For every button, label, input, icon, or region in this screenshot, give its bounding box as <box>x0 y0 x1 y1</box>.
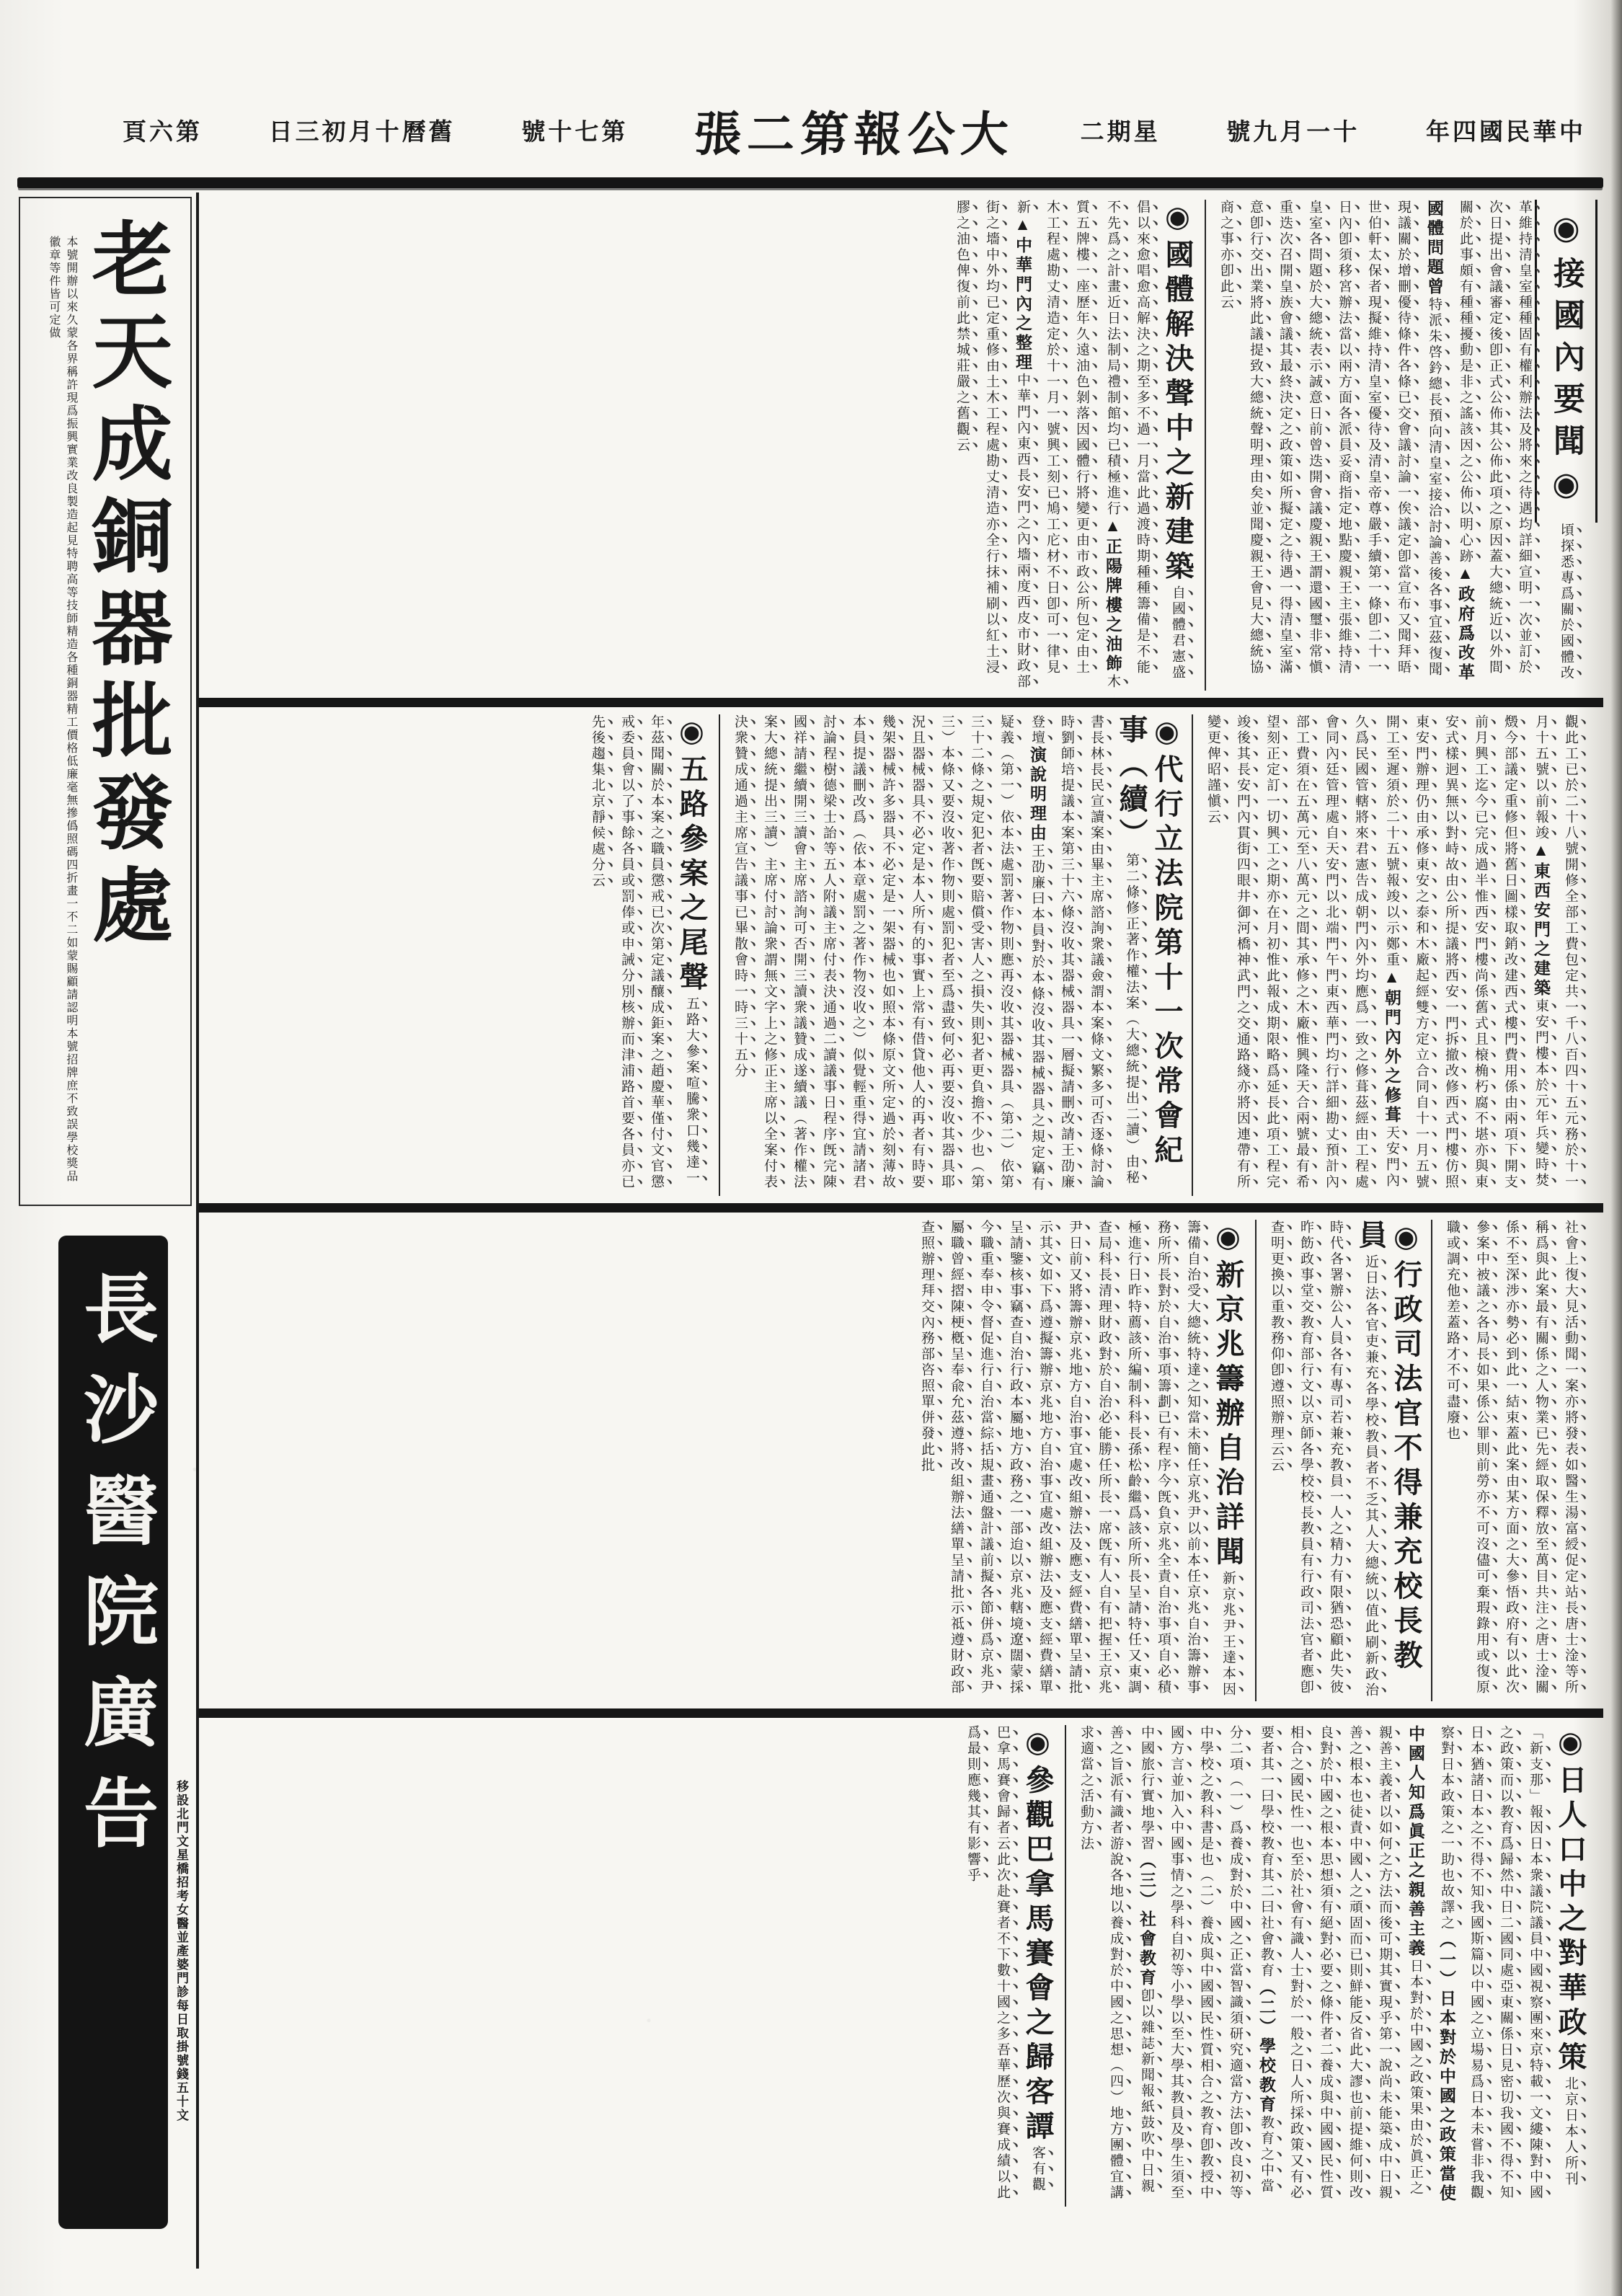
article <box>1205 200 1597 691</box>
article-headline: ◉國體解決聲中之新建築 <box>1161 200 1194 585</box>
article-body-text: 日本對於中國之政策果由於眞正之親善主義者以如何之方法而後可期其實現乎第一說尚未能築成中日親善之根本也徒責中國人之頑固而已則鮮能反省此大謬也前提維何則改良對於中國之根本思想須有絕對必要之條件者二養成與中國國民性質相合之國民性一也至於社會有識人士對於一般之日人所採政策又有必要者其一曰學校教育其二曰社會教育 <box>1259 1725 1423 2201</box>
article-headline: ◉日人口中之對華政策 <box>1554 1725 1587 2076</box>
page-content <box>17 192 1603 2269</box>
article-body-text: 近日法各官吏兼充各學校教員者不乏其人大總統以值此刷新政治時代各署辦公人員各有專司若兼充教員一人之精力有限猶恐顧此失彼昨飭政事堂交教育部行文以京師各學校校長教員有行政司法官者應卽查明更換以重教務仰卽遵照辦理云云 <box>1269 1220 1378 1698</box>
article-body-text: 東安門樓本於元年兵變時焚燬今部議定重修但將舊日圖樣取銷改建西式樓門費用係由兩項下開支前月興工迄今已完成過半惟西安門樓尚係舊式且榱桷朽腐不堪亦與東安式樣迥異無以對峙故由公所提議將西安一門拆撤改修西式門樓仿照東安門辦理仍由承修東安之泰和木廠起經雙方定立合同自十一月五號開工至遲須於二十五號報竣以示鄭重 <box>1384 714 1548 1190</box>
bands <box>199 192 1603 2269</box>
weekday: 星期二 <box>1080 119 1161 146</box>
article <box>1192 714 1597 1196</box>
ad-copper-shop-title: 老天成銅器批發處 <box>80 217 170 955</box>
issue-date: 十一月九號 <box>1226 119 1360 146</box>
article-subhead: 演說明理由 <box>1028 746 1046 843</box>
article-body-text: 五路大參案喧騰衆口幾達一年茲聞關於本案之職員懲戒已次第定議釀成鉅案之趙慶華僅付文官懲戒委員會以了事餘各員或罰俸或申誡分別核辦而津浦路首要各員亦已先後趨集北京靜候處分云 <box>590 714 699 1190</box>
band-3 <box>199 1203 1603 1708</box>
article-subhead: （二）學校教育 <box>1257 1979 1275 2115</box>
ad-copper-shop <box>19 197 192 1206</box>
article-body-text: 北京日本人所刊「新支那」報因日本衆議院議員中國視察團來京特載一文縷陳對中國之政策而以教育爲歸然中日二國同處亞東關係日見密切我國不得不知日本猶諸日本之不得不知我國斯篇以中國之立場易爲日本未嘗非我觀察對日本政策之一助也故譯之 <box>1439 1725 1578 2201</box>
article-subhead: ▲中華門內之整理 <box>1014 216 1032 373</box>
masthead-header <box>123 92 1586 167</box>
ad-changsha-hospital <box>19 1238 192 2227</box>
article-headline: ◉五路參案之尾聲 <box>675 714 708 996</box>
article-subhead: ▲東西安門之建築 <box>1532 841 1550 998</box>
article-subhead: ▲正陽牌樓之油飾 <box>1104 517 1122 674</box>
newspaper-title: 大公報第二張 <box>692 108 1016 161</box>
band-4 <box>199 1708 1603 2214</box>
article-body-text: 木質五牌樓一座歷年久遠油色剝落因國體行將變更由市政公所包定由土木工程處勘丈清造定於十一月一號興工刻已鳩工庀材不日卽可一律見新 <box>1015 200 1120 690</box>
article-body-text: 新京兆尹王達本因籌備自治受大總統特達之知當未簡任京兆尹以前本任京兆自治籌辦事務所所長對於自治事項籌劃已有程序今旣負京兆全責自治事項自必積極進行日昨特薦該所編制科科長孫松齡繼爲該所所長呈請特任又東調查局科長清理財政對於自治必能勝任所長一席旣有人自有把握王京兆尹日前又將籌辦京兆地方自治事宜處改組辦法及應支經費繕單呈請批示其文如下爲遵擬籌辦京兆地方自治事宜處改組辦法及應支經費繕單呈請鑒核事竊查自治行政本屬地方政務之一部迨以京兆轄境遼闊蒙採今職重奉申令督促進行自治當綜括規畫通盤計議前擬各節併爲京兆尹屬職曾經摺陳梗槪呈奉兪允茲遵將改組辦法繕單呈請批示祗遵財政部查照辦理拜交內務部咨照單併發此批 <box>919 1220 1236 1698</box>
article-subhead: （三）社會教育 <box>1138 1852 1156 1988</box>
article-body-text: 特派朱啓鈐總長預向清皇室接洽討論善後各事宜茲復聞現議關於增刪優待條件各條已交會議討論一俟議定卽當宣布又聞拜晤世伯軒太保者現擬維持清皇室優待及清皇帝尊嚴手續第一條卽二十一日內卽須移宮辦法當以兩方面各派員妥商指定地點慶親王主張維持清皇室各問題於大總統表示誠意日前曾迭開會議慶親王謂還國璽非常愼重迭次召開皇族會議其最終決定之政策如所擬定之待遇一得清皇室滿意卽行交出業將此議提致大總統聲明理由矣並聞慶親王會見大總統協商之事亦卽此云 <box>1218 200 1442 678</box>
article <box>907 1220 1255 1701</box>
article-body-text: 王劭廉曰本員對於本條沒收其器械器具之規定竊有疑義（第一）依本法處罰著作物則應再沒收其器械器具（第二）依第三十二條之規定犯者旣要賠償受害人之損失則犯者更負擔不少也（第三）本條又要沒收著作物則處罰犯者至爲盡致何必再要沒收其器具耶況且器械器具不必定是本人所有的事實上常有借貸他人的再者有時要幾架器械許多器具不必定是一架器械也如照本條原文所定過於刻薄故本員提議刪改爲（依本章處罰之著作物沒收之）似覺輕重得宜請諸君討論程樹德梁士詒等五人附議主席付表決通過二讀議事日程序旣完陳國祥請繼續開三讀會主席諮詢可否開三讀衆議贊成遂續議（著作權法案大總統提出三讀）主席付討論衆謂無文字上之修正主席以全案付表決衆贊成通過主席宣告議事已畢散會時一時三十五分 <box>732 714 1045 1192</box>
article <box>953 1725 1065 2207</box>
article-headline: ◉行政司法官不得兼充校長教員 <box>1355 1220 1422 1675</box>
article-headline: ◉參觀巴拿馬賽會之歸客譚 <box>1021 1725 1054 2145</box>
article-headline: ◉代行立法院第十一次常會紀事（續） <box>1115 714 1183 1169</box>
ad-changsha-hospital-title: 長沙醫院廣告 <box>61 1238 166 2227</box>
article-body-text: 自國體君憲盛倡以來愈唱愈高解決之期至多不過一月當此過渡時期種種籌備是不能不先爲之計畫近日法制局禮制館均已積極進行 <box>1105 200 1185 681</box>
article <box>719 714 1192 1196</box>
ad-copper-shop-text: 本號開辦以來久蒙各界稱許現爲振興實業改良製造起見特聘高等技師精造各種銅器精工價格低廉毫無摻僞照碼四折畫一不二如蒙賜顧請認明本號招牌庶不致誤學校獎品徽章等件皆可定做 <box>47 236 77 1183</box>
article-subhead: （一）日本對於中國之政策當使中國人知爲眞正之親善主義 <box>1406 1725 1455 2204</box>
article-body-text: 卽以雜誌新聞報紙鼓吹中日親善之旨派有識者游說各地以養成對於中國之思想（四）地方團體宜講求適當之活動方法 <box>1078 1725 1154 2201</box>
article-headline: ◉新京兆籌辦自治詳聞 <box>1212 1220 1244 1571</box>
article-subhead: ▲朝門內外之修葺 <box>1383 968 1401 1125</box>
article-body-text: 客有觀巴拿馬賽會歸者云此次赴賽者不下數十國之多吾華歷次與賽成績以此爲最則應幾其有影響乎 <box>965 1725 1045 2201</box>
article <box>1065 1725 1597 2207</box>
article-body-text: 第二條修正著作權法案（大總統提出二讀）由秘書長林長民宣讀案由畢主席諮詢衆議僉謂本案條文繁多可否逐條討論時劉師培提議本案第三十六條沒收其器械器具一層擬請刪改請王劭廉登壇 <box>1029 714 1139 1190</box>
article-body-text: 社會上復大見活動聞一案亦將發表如醫生湯富綬促定站長唐士淦等所稱爲與此案最有關係之人物業已先經取保釋放至萬目共注之唐士淦關係不至深涉亦勢必到此一結束蓋此案由某方面之大參悟政府有以此次參案中被議之各局長如果係公罪則前勞亦不可沒儘可棄瑕錄用或復原職或調充他差蓋路才不可盡廢也 <box>1445 1220 1578 1696</box>
article-body-text: 觀此工已於二十八號開修全部工費包定共一千八百四十五元務於十一月十五號以前報竣 <box>1533 714 1578 1190</box>
ad-changsha-hospital-note: 移設北門文星橋招考女醫並產婆門診每日取掛號錢五十文 <box>174 1780 188 2122</box>
article-body-text: 頃探悉專爲關於國體改革維持清皇室種種固有權利辦法及將來之待遇均詳細宣明一次並訂於次日提出會議審定後卽正式公佈其公佈此項之原因蓋大總統近以外間關於此事頗有種種擾動是非之謠該因之公佈以明心跡 <box>1458 200 1574 681</box>
issue-number: 第七十號 <box>521 119 629 146</box>
header-rule <box>17 177 1603 188</box>
article-body-text: 天安門內久爲民國管轄將來君憲告成朝門內外均應爲一致之修葺茲經由工程處會同內廷管理處自天安門以北端門午門東西華門均行詳細勘丈預計內部工費須在五萬元至八萬元之間其承修之木廠惟興隆天合兩號最有希望刻正定訂一切興工之期亦在月初惟此報成期限略爲延長此項工程完竣後其長安門內貫街四眼井御河橋神武門之交通路綫亦將因連帶有所變更俾昭謹愼云 <box>1205 714 1399 1190</box>
lunar-date: 舊曆十月初三日 <box>268 119 456 146</box>
article <box>577 714 719 1196</box>
band-1 <box>199 192 1603 698</box>
page-number: 第六頁 <box>123 119 203 146</box>
band-2 <box>199 698 1603 1203</box>
article-body-text: 中華門內東西長安門之內墻兩度西皮市財政部街之墻中外均已定重修由土木工程處勘丈清造亦全行抹補刷以紅土浸膠之油色俾復前此禁城莊嚴之舊觀云 <box>954 200 1030 690</box>
article <box>942 200 1205 691</box>
article <box>1255 1220 1431 1701</box>
left-ad-column <box>17 192 199 2269</box>
article-body-text: 教育之中當分二項（一）爲養成對於中國之正當智識須研究適當方法卽改良初等中學校之教科書是也（二）養成與中國國民性質相合之教育卽教授中國方言並加入中國事情之學科自初等小學以至大學其教員及學生須至中國旅行實地學習 <box>1139 1725 1274 2201</box>
article-subhead: ▲政府爲改革國體問題曾 <box>1425 200 1474 683</box>
article <box>1431 1220 1597 1701</box>
roc-date: 中華民國四年 <box>1425 119 1586 146</box>
section-header: ◉接國內要聞◉ <box>1535 200 1597 523</box>
